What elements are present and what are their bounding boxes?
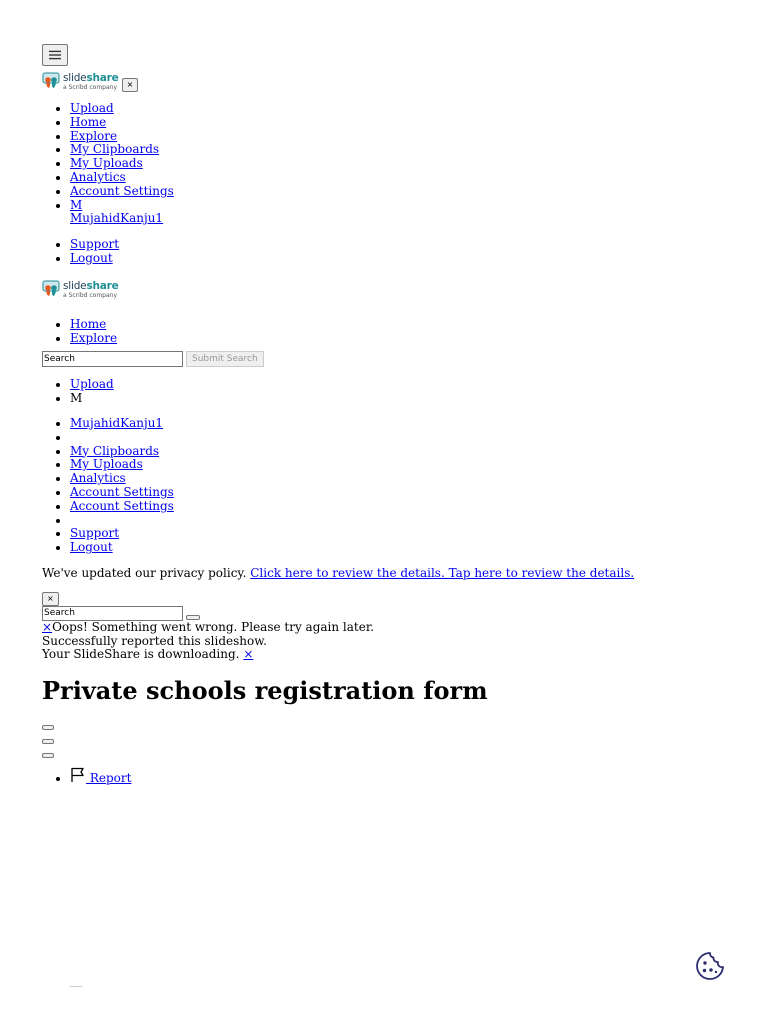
list-item	[70, 514, 742, 528]
list-item	[70, 486, 742, 500]
menu-link-analytics[interactable]: Analytics	[70, 169, 126, 184]
list-item	[70, 116, 742, 130]
header-search	[42, 351, 742, 367]
account-link-support[interactable]: Support	[70, 526, 120, 541]
list-item	[70, 130, 742, 144]
mobile-menu-footer	[42, 238, 742, 266]
action-button-2[interactable]	[42, 739, 54, 744]
user-initial: M	[70, 197, 83, 212]
slideshare-logo[interactable]: slideshare a Scribd company	[42, 72, 119, 92]
report-list	[42, 767, 742, 786]
action-button-3[interactable]	[42, 753, 54, 758]
menu-link-explore[interactable]: Explore	[70, 128, 118, 143]
reported-message: Successfully reported this slideshow.	[42, 633, 267, 648]
list-item	[70, 238, 742, 252]
list-item	[70, 199, 742, 227]
menu-link-uploads[interactable]: My Uploads	[70, 156, 143, 171]
download-text: Your SlideShare is downloading.	[42, 647, 244, 662]
menu-link-home[interactable]: Home	[70, 114, 107, 129]
cookie-icon[interactable]	[694, 950, 726, 982]
report-label: Report	[86, 770, 132, 785]
list-item	[70, 318, 742, 332]
close-banner-button[interactable]: ×	[42, 592, 59, 606]
account-link-profile[interactable]: MujahidKanju1	[70, 415, 164, 430]
secondary-search	[42, 606, 742, 621]
privacy-policy-banner	[42, 566, 742, 580]
account-link-uploads[interactable]: My Uploads	[70, 457, 143, 472]
nav-link-home[interactable]: Home	[70, 316, 107, 331]
error-text: Oops! Something went wrong. Please try again later.	[52, 619, 375, 634]
divider	[70, 986, 82, 987]
account-link-settings-2[interactable]: Account Settings	[70, 498, 174, 513]
list-item	[70, 458, 742, 472]
list-item	[70, 500, 742, 514]
nav-link-explore[interactable]: Explore	[70, 330, 118, 345]
account-link-analytics[interactable]: Analytics	[70, 471, 126, 486]
user-name: MujahidKanju1	[70, 211, 164, 226]
account-link-logout[interactable]: Logout	[70, 540, 113, 555]
upload-link[interactable]: Upload	[70, 377, 114, 392]
error-close-link[interactable]: ×	[42, 619, 53, 634]
list-item	[70, 143, 742, 157]
flag-icon	[70, 767, 86, 783]
slideshare-logo[interactable]: slideshare a Scribd company	[42, 280, 119, 300]
list-item	[70, 171, 742, 185]
secondary-search-input[interactable]	[42, 606, 183, 621]
download-close-link[interactable]: ×	[243, 647, 254, 662]
close-menu-button[interactable]: ×	[122, 78, 139, 92]
slideshare-logo-icon	[42, 72, 60, 92]
privacy-policy-link[interactable]: Click here to review the details. Tap here to review the details.	[250, 565, 635, 580]
hamburger-menu-button[interactable]	[42, 44, 68, 66]
list-item	[70, 252, 742, 266]
header-logo-row	[42, 278, 742, 302]
menu-link-upload[interactable]: Upload	[70, 101, 114, 115]
list-item	[70, 767, 742, 786]
account-link-clipboards[interactable]: My Clipboards	[70, 443, 160, 458]
hamburger-icon	[49, 50, 61, 60]
page-wrapper	[42, 44, 742, 786]
list-item	[70, 541, 742, 555]
list-item	[70, 378, 742, 392]
menu-link-support[interactable]: Support	[70, 237, 120, 252]
header-account	[42, 378, 742, 406]
menu-link-logout[interactable]: Logout	[70, 250, 113, 265]
list-item	[70, 102, 742, 116]
mobile-header	[42, 68, 742, 92]
action-buttons	[42, 725, 742, 758]
list-item	[70, 185, 742, 199]
error-message	[42, 621, 742, 635]
menu-link-account-settings[interactable]: Account Settings	[70, 183, 174, 198]
menu-link-clipboards[interactable]: My Clipboards	[70, 142, 160, 157]
submit-search-button[interactable]: Submit Search	[186, 351, 264, 367]
list-item	[70, 527, 742, 541]
report-link[interactable]	[70, 771, 131, 785]
download-message	[42, 648, 742, 662]
account-dropdown	[42, 417, 742, 555]
privacy-policy-text: We've updated our privacy policy.	[42, 565, 251, 580]
menu-link-profile[interactable]	[70, 198, 163, 226]
page-title: Private schools registration form	[42, 675, 488, 705]
list-item	[70, 417, 742, 431]
slideshare-logo-icon	[42, 280, 60, 300]
list-item	[70, 431, 742, 445]
header-nav	[42, 318, 742, 346]
list-item	[70, 332, 742, 346]
action-button-1[interactable]	[42, 725, 54, 730]
mobile-menu-list	[42, 102, 742, 226]
list-item	[70, 157, 742, 171]
search-input[interactable]	[42, 351, 183, 367]
account-initial[interactable]: • M	[70, 392, 742, 406]
list-item	[70, 472, 742, 486]
account-link-settings[interactable]: Account Settings	[70, 484, 174, 499]
list-item	[70, 445, 742, 459]
